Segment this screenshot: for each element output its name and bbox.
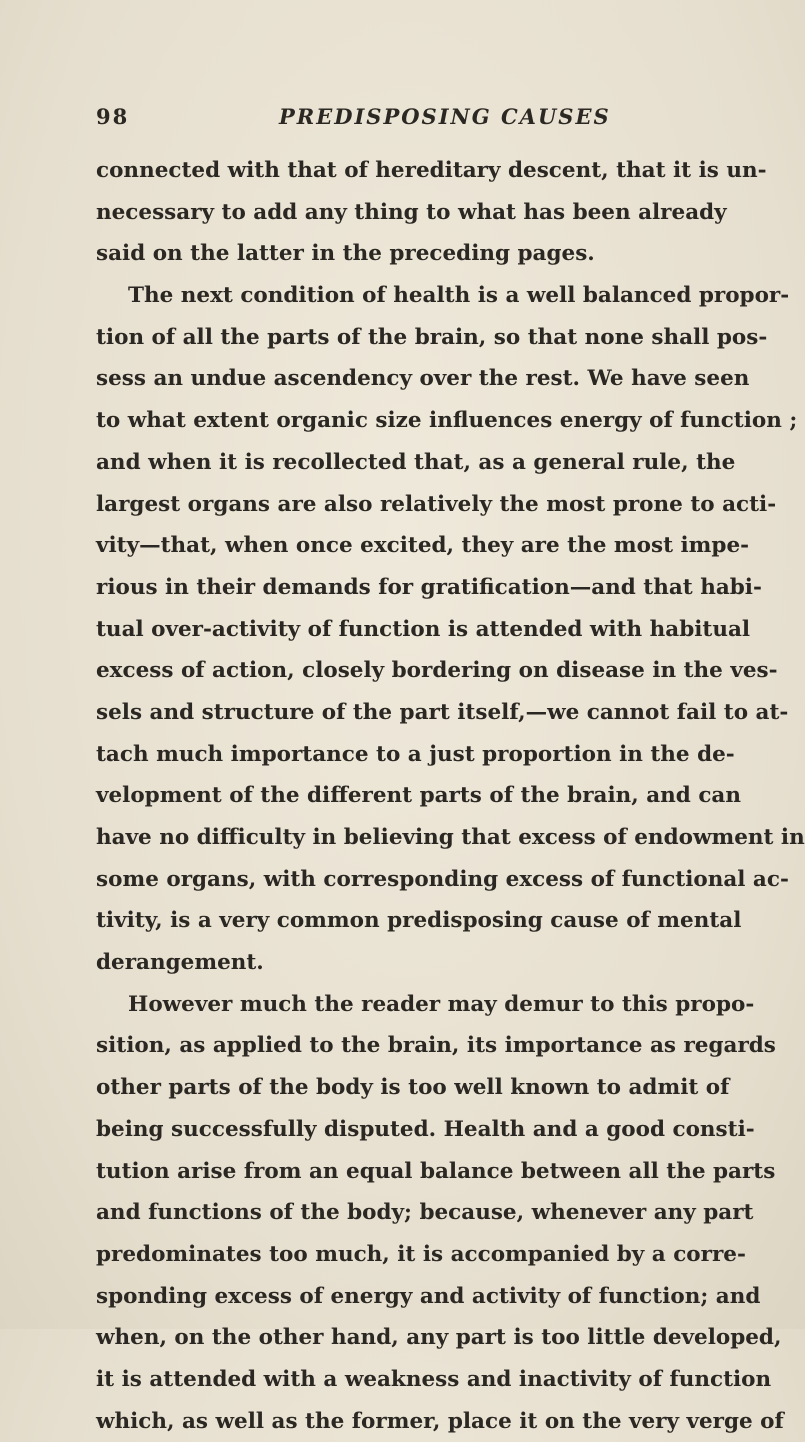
text-line: it is attended with a weakness and inactivity of function — [96, 1366, 772, 1392]
text-line: have no difficulty in believing that excess of endowment in — [96, 825, 805, 850]
text-line: The next condition of health is a well balanced propor- — [128, 283, 790, 309]
text-line: sels and structure of the part itself,—we cannot fail to at- — [96, 699, 789, 725]
text-line: to what extent organic size influences energy of function ; — [96, 408, 798, 434]
text-line: However much the reader may demur to this propo- — [128, 991, 755, 1017]
text-line: other parts of the body is too well known to admit of — [96, 1075, 730, 1101]
text-line: being successfully disputed. Health and a good consti- — [96, 1116, 755, 1142]
text-line: tution arise from an equal balance between all the parts — [96, 1158, 776, 1184]
text-line: which, as well as the former, place it on the very verge of — [96, 1408, 784, 1434]
text-line: and when it is recollected that, as a general rule, the — [96, 449, 736, 475]
text-line: and functions of the body; because, whenever any part — [96, 1200, 754, 1226]
text-line: tion of all the parts of the brain, so that none shall pos- — [96, 324, 768, 350]
running-head — [96, 104, 716, 140]
text-line: necessary to add any thing to what has been already — [96, 199, 727, 225]
text-line: said on the latter in the preceding pages. — [96, 241, 595, 267]
text-line: velopment of the different parts of the brain, and can — [96, 783, 741, 809]
text-line: sess an undue ascendency over the rest. We have seen — [96, 366, 750, 392]
text-line: derangement. — [96, 950, 264, 976]
text-line: vity—that, when once excited, they are the most impe- — [96, 533, 750, 559]
text-line: predominates too much, it is accompanied by a corre- — [96, 1241, 746, 1267]
text-line: sponding excess of energy and activity of function; and — [96, 1283, 761, 1309]
page-number: 98 — [96, 104, 130, 129]
text-line: sition, as applied to the brain, its importance as regards — [96, 1033, 776, 1059]
text-line: tual over-activity of function is attended with habitual — [96, 616, 751, 642]
text-line: when, on the other hand, any part is too little developed, — [96, 1325, 782, 1351]
text-line: connected with that of hereditary descent, that it is un- — [96, 158, 767, 183]
text-line: tach much importance to a just proportion in the de- — [96, 741, 735, 767]
text-line: largest organs are also relatively the most prone to acti- — [96, 491, 777, 517]
running-title: PREDISPOSING CAUSES — [279, 104, 611, 129]
text-line: some organs, with corresponding excess of functional ac- — [96, 866, 789, 892]
text-line: excess of action, closely bordering on disease in the ves- — [96, 658, 778, 684]
text-line: tivity, is a very common predisposing cause of mental — [96, 908, 742, 934]
text-line: rious in their demands for gratification—and that habi- — [96, 574, 762, 600]
body-text — [96, 150, 805, 1442]
